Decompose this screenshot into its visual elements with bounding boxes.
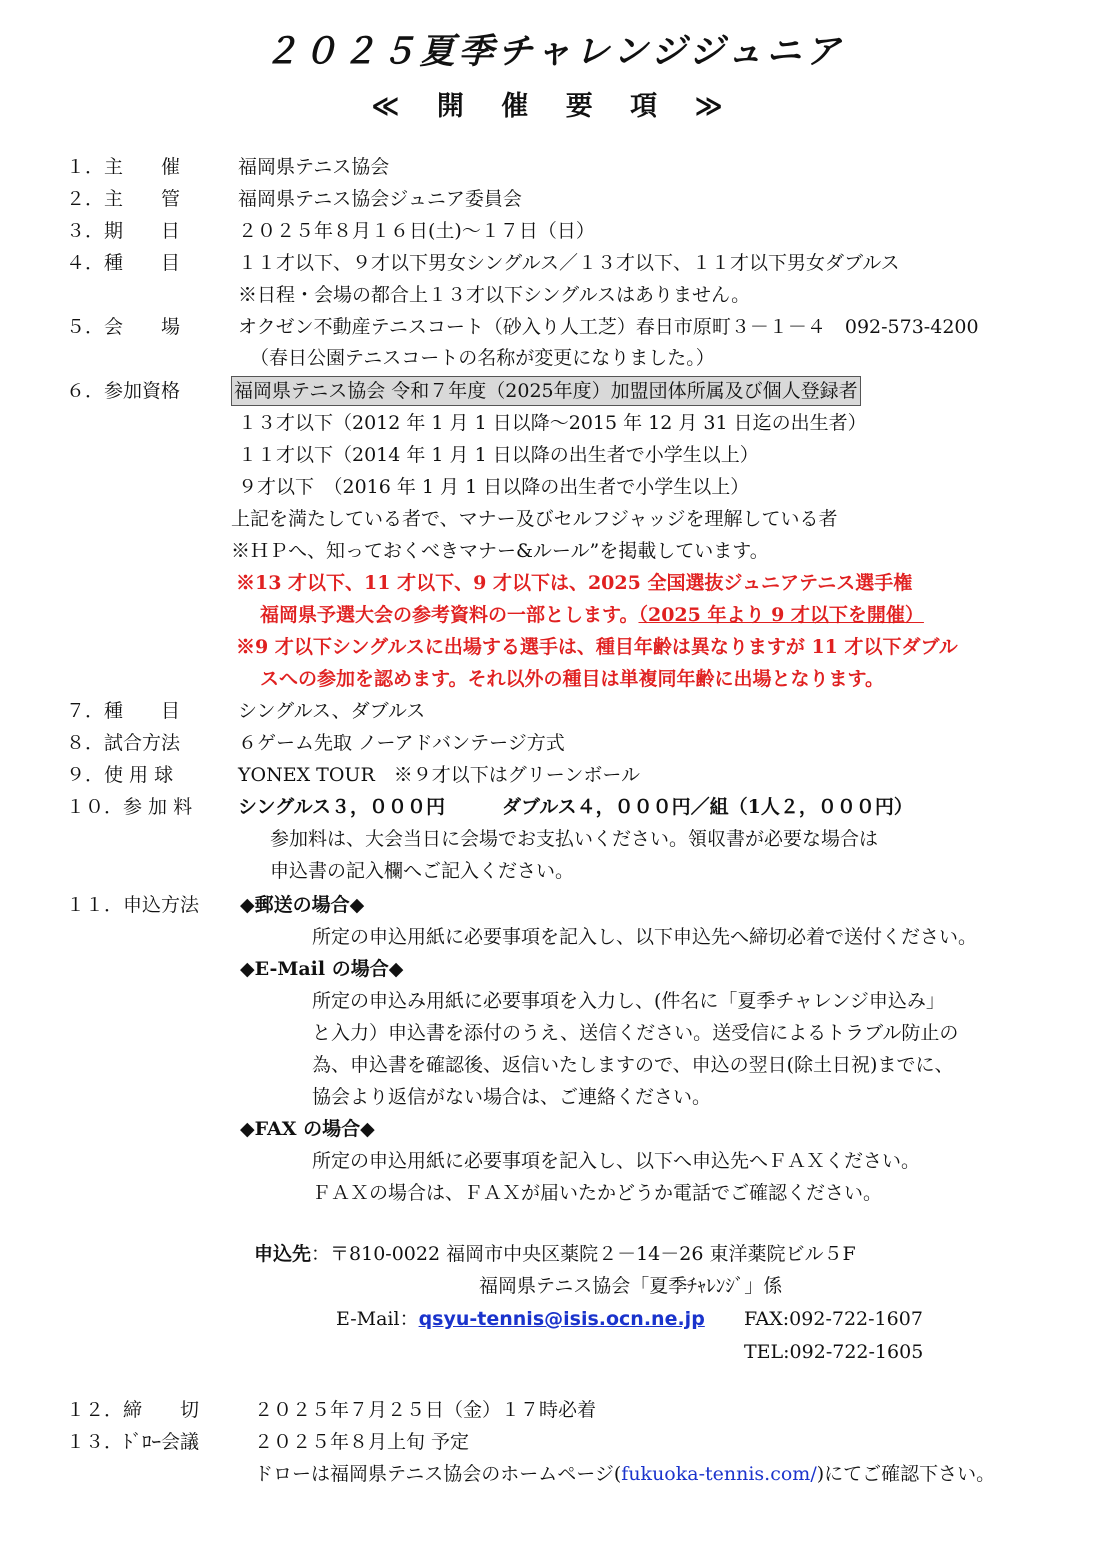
apply-address-text: ：〒810-0022 福岡市中央区薬院２－14－26 東洋薬院ビル５F [311,1243,856,1265]
item-11-text-email-2: と入力）申込書を添付のうえ、送信ください。送受信によるトラブル防止の [312,1022,959,1044]
item-6-red-2a: 福岡県予選大会の参考資料の一部とします。 [260,604,639,626]
email-label: E-Mail： [336,1308,419,1330]
item-5-text: オクゼン不動産テニスコート（砂入り人工芝）春日市原町３－１－４ 092-573-4200 [238,316,979,338]
item-4-text: １１才以下、９才以下男女シングルス／１３才以下、１１才以下男女ダブルス [238,252,900,274]
apply-fax: FAX:092-722-1607 [744,1308,923,1330]
item-10-text: シングルス３，０００円 ダブルス４，０００円／組（1人２，０００円） [238,796,913,818]
item-1-label: １．主 催 [66,156,181,178]
item-11-text-mail: 所定の申込用紙に必要事項を記入し、以下申込先へ締切必着で送付ください。 [312,926,978,948]
item-11-text-fax-1: 所定の申込用紙に必要事項を記入し、以下へ申込先へＦＡＸください。 [312,1150,921,1172]
item-11-text-email-1: 所定の申込み用紙に必要事項を入力し、(件名に「夏季チャレンジ申込み」 [312,990,945,1012]
item-3-text: ２０２５年８月１６日(土)～１７日（日） [238,220,595,242]
item-6-line-4: 上記を満たしている者で、マナー及びセルフジャッジを理解している者 [231,508,838,530]
item-11-heading-mail: ◆郵送の場合◆ [240,894,365,916]
apply-label: 申込先 [254,1243,312,1265]
item-11-text-fax-2: ＦＡＸの場合は、ＦＡＸが届いたかどうか電話でご確認ください。 [312,1182,883,1204]
item-6-red-4: スへの参加を認めます。それ以外の種目は単複同年齢に出場となります。 [260,668,884,690]
item-13-note [254,1460,995,1488]
item-6-line-3: ９才以下 （2016 年 1 月 1 日以降の出生者で小学生以上） [238,476,750,498]
item-5-note: （春日公園テニスコートの名称が変更になりました。） [250,347,715,369]
item-6-line-5: ※ＨＰへ、知っておくべきマナー&ルール”を掲載しています。 [231,540,769,562]
apply-address [254,1240,856,1268]
page-title: ２０２５夏季チャレンジジュニア [263,32,845,72]
item-11-label: １１．申込方法 [66,894,200,916]
item-13-label: １３．ﾄﾞﾛｰ会議 [66,1431,200,1453]
item-6-label: ６．参加資格 [66,380,181,402]
apply-tel: TEL:092-722-1605 [744,1341,924,1363]
item-3-label: ３．期 日 [66,220,181,242]
item-6-red-2 [260,601,924,629]
item-11-heading-email: ◆E-Mail の場合◆ [240,958,404,980]
apply-dept: 福岡県テニス協会「夏季ﾁｬﾚﾝｼﾞ」係 [479,1275,783,1297]
item-8-text: ６ゲーム先取 ノーアドバンテージ方式 [238,732,565,754]
item-1-text: 福岡県テニス協会 [238,156,390,178]
item-8-label: ８．試合方法 [66,732,181,754]
item-4-note: ※日程・会場の都合上１３才以下シングルスはありません。 [238,284,751,306]
item-9-text: YONEX TOUR ※９才以下はグリーンボール [238,764,640,786]
item-10-note-1: 参加料は、大会当日に会場でお支払いください。領収書が必要な場合は [270,828,879,850]
item-13-note-b: )にてご確認下さい。 [816,1463,996,1485]
item-10-label: １０．参 加 料 [66,796,193,818]
item-2-label: ２．主 管 [66,188,181,210]
item-6-line-1: １３才以下（2012 年 1 月 1 日以降～2015 年 12 月 31 日迄の出生者） [238,412,867,434]
item-2-text: 福岡県テニス協会ジュニア委員会 [238,188,522,210]
item-12-text: ２０２５年７月２５日（金）１７時必着 [254,1399,597,1421]
page-subtitle: ≪ 開 催 要 項 ≫ [371,91,737,122]
item-13-text: ２０２５年８月上旬 予定 [254,1431,470,1453]
item-9-label: ９．使 用 球 [66,764,174,786]
item-13-note-a: ドローは福岡県テニス協会のホームページ( [254,1463,622,1485]
item-6-boxed: 福岡県テニス協会 令和７年度（2025年度）加盟団体所属及び個人登録者 [231,376,861,406]
item-6-line-2: １１才以下（2014 年 1 月 1 日以降の出生者で小学生以上） [238,444,759,466]
item-11-text-email-3: 為、申込書を確認後、返信いたしますので、申込の翌日(除土日祝)までに、 [312,1054,954,1076]
item-5-label: ５．会 場 [66,316,181,338]
item-6-red-2b: （2025 年より 9 才以下を開催） [638,604,924,626]
apply-email-row [336,1305,705,1333]
email-link[interactable]: qsyu-tennis@isis.ocn.ne.jp [418,1308,705,1330]
item-6-red-1: ※13 才以下、11 才以下、9 才以下は、2025 全国選抜ジュニアテニス選手権 [236,572,913,594]
item-7-text: シングルス、ダブルス [238,700,426,722]
item-11-heading-fax: ◆FAX の場合◆ [240,1118,375,1140]
item-7-label: ７．種 目 [66,700,181,722]
homepage-link[interactable]: fukuoka-tennis.com/ [621,1463,817,1485]
item-6-red-3: ※9 才以下シングルスに出場する選手は、種目年齢は異なりますが 11 才以下ダブル [236,636,958,658]
item-11-text-email-4: 協会より返信がない場合は、ご連絡ください。 [312,1086,712,1108]
item-12-label: １２．締 切 [66,1399,200,1421]
item-4-label: ４．種 目 [66,252,181,274]
item-10-note-2: 申込書の記入欄へご記入ください。 [270,860,575,882]
